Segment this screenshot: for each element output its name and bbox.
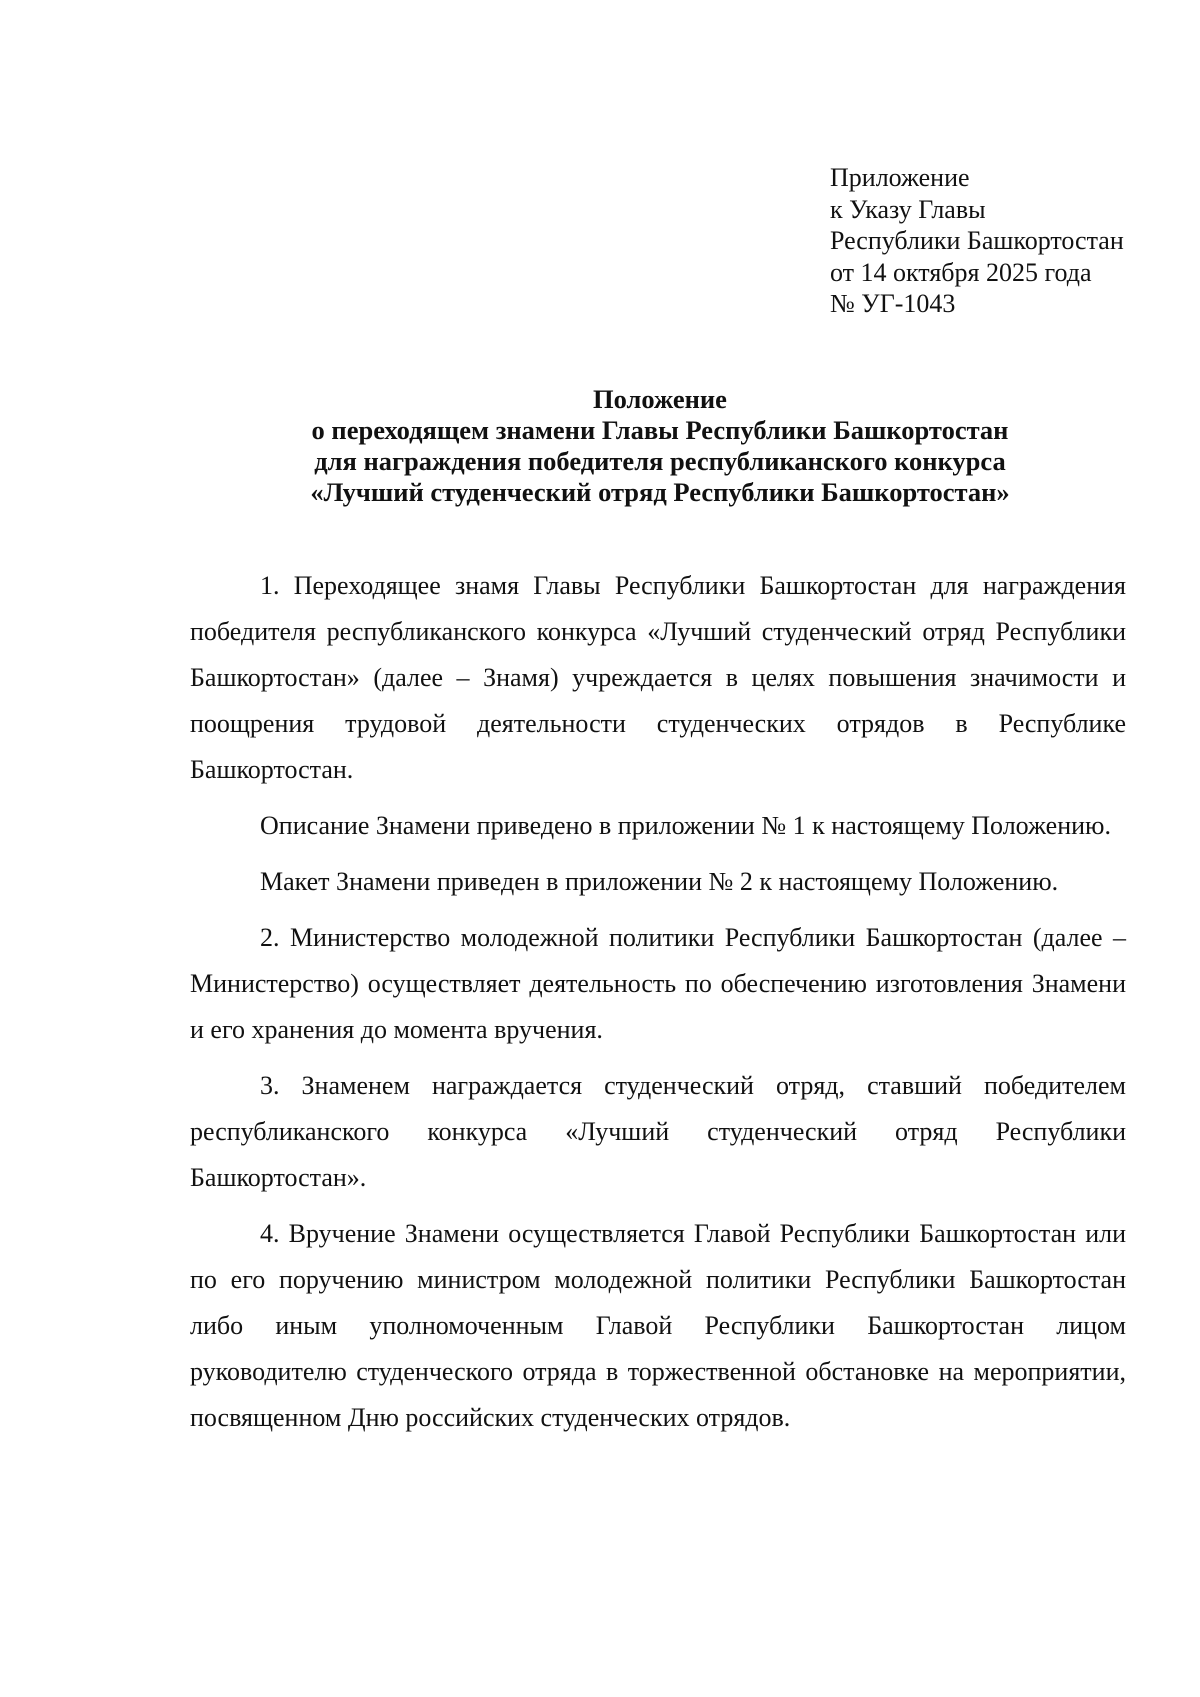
appendix-line: № УГ-1043 — [830, 289, 956, 318]
paragraph: Макет Знамени приведен в приложении № 2 к настоящему Положению. — [260, 867, 1059, 896]
appendix-line: к Указу Главы — [830, 194, 986, 224]
paragraph: 3. Знаменем награждается студенческий отряд, ставший победителем республиканского конкурса «Лучший студенческий отряд Республики Башкортостан». — [190, 1071, 1126, 1192]
title-line: «Лучший студенческий отряд Республики Башкортостан» — [310, 477, 1010, 507]
title-line: Положение — [593, 384, 727, 414]
appendix-line: Республики Башкортостан — [830, 226, 1124, 255]
document-title — [190, 384, 1130, 508]
document-body — [190, 563, 1126, 1451]
paragraph: 2. Министерство молодежной политики Республики Башкортостан (далее – Министерство) осуществляет деятельность по обеспечению изготовления Знамени и его хранения до момента вручения. — [190, 923, 1126, 1044]
title-line: о переходящем знамени Главы Республики Башкортостан — [311, 415, 1009, 445]
appendix-line: от 14 октября 2025 года — [830, 257, 1092, 287]
paragraph: 4. Вручение Знамени осуществляется Главой Республики Башкортостан или по его поручению министром молодежной политики Республики Башкортостан либо иным уполномоченным Главой Республики Башкортостан лицом руководителю студенческого отряда в торжественной обстановке на мероприятии, посвященном Дню российских студенческих отрядов. — [190, 1219, 1126, 1432]
appendix-line: Приложение — [830, 163, 970, 192]
title-line: для награждения победителя республиканского конкурса — [314, 446, 1006, 476]
paragraph: Описание Знамени приведено в приложении № 1 к настоящему Положению. — [260, 811, 1111, 840]
paragraph: 1. Переходящее знамя Главы Республики Башкортостан для награждения победителя республиканского конкурса «Лучший студенческий отряд Республики Башкортостан» (далее – Знамя) учреждается в целях повышения значимости и поощрения трудовой деятельности студенческих отрядов в Республике Башкортостан. — [190, 571, 1126, 784]
appendix-block — [830, 162, 1170, 320]
